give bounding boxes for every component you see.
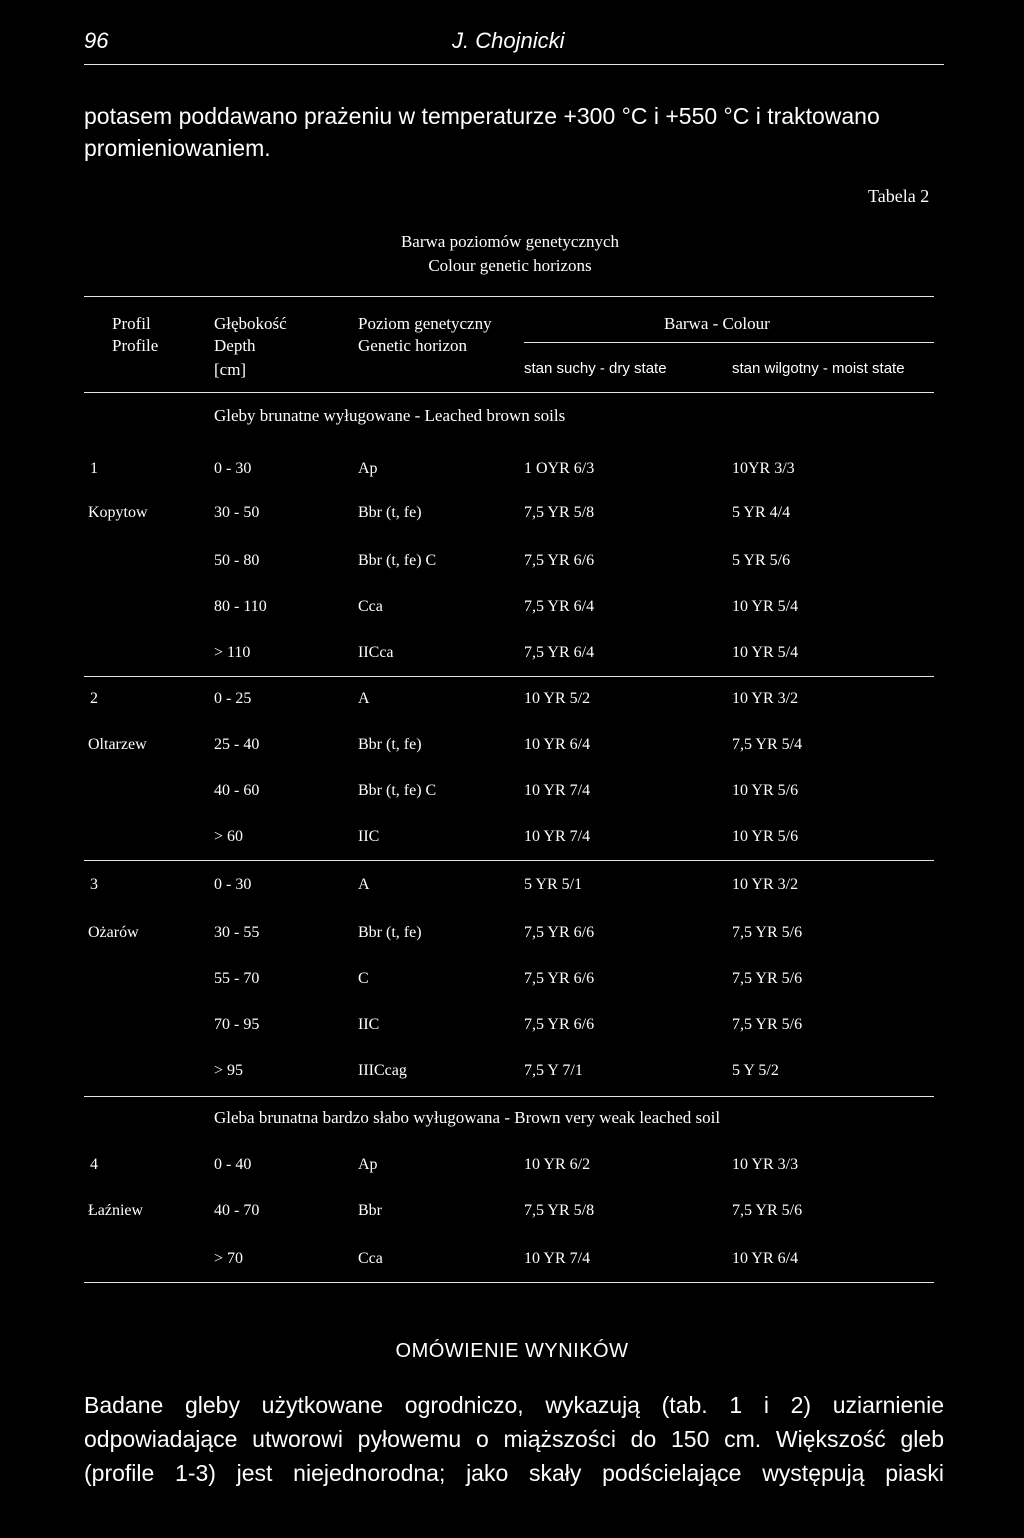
cell-depth: 40 - 60	[214, 782, 260, 799]
cell-depth: 0 - 25	[214, 690, 252, 707]
cell-moist: 5 YR 5/6	[732, 552, 791, 569]
colour-subheader-rule	[524, 342, 934, 343]
cell-depth: 40 - 70	[214, 1202, 260, 1219]
cell-moist: 7,5 YR 5/6	[732, 970, 803, 987]
cell-dry: 7,5 Y 7/1	[524, 1062, 583, 1079]
cell-moist: 7,5 YR 5/6	[732, 1016, 803, 1033]
cell-horizon: IIICcag	[358, 1062, 407, 1079]
cell-dry: 7,5 YR 6/6	[524, 1016, 595, 1033]
cell-depth: 0 - 30	[214, 460, 252, 477]
cell-depth: 25 - 40	[214, 736, 260, 753]
cell-horizon: Ap	[358, 460, 378, 477]
table-label: Tabela 2	[868, 186, 930, 206]
cell-dry: 7,5 YR 6/6	[524, 970, 595, 987]
cell-horizon: Bbr (t, fe) C	[358, 782, 437, 799]
cell-moist: 10 YR 5/4	[732, 598, 799, 615]
header-bottom-rule	[84, 392, 934, 393]
cell-dry: 7,5 YR 6/6	[524, 552, 595, 569]
cell-profile: Oltarzew	[88, 736, 147, 753]
header-dry-state: stan suchy - dry state	[524, 360, 667, 377]
header-depth-pl: Głębokość	[214, 314, 287, 333]
table-top-rule	[84, 296, 934, 297]
cell-depth: > 95	[214, 1062, 244, 1079]
profile-divider	[84, 676, 934, 677]
profile-divider	[84, 1096, 934, 1097]
table-bottom-rule	[84, 1282, 934, 1283]
cell-dry: 5 YR 5/1	[524, 876, 583, 893]
cell-dry: 7,5 YR 6/4	[524, 644, 595, 661]
cell-dry: 7,5 YR 6/6	[524, 924, 595, 941]
cell-horizon: IICca	[358, 644, 394, 661]
cell-horizon: Cca	[358, 598, 383, 615]
cell-dry: 1 OYR 6/3	[524, 460, 595, 477]
cell-dry: 10 YR 6/2	[524, 1156, 591, 1173]
cell-dry: 10 YR 7/4	[524, 828, 591, 845]
table-caption-en: Colour genetic horizons	[428, 256, 592, 275]
cell-profile: Ożarów	[88, 924, 139, 941]
header-profile-en: Profile	[112, 336, 159, 355]
cell-horizon: Bbr (t, fe)	[358, 504, 422, 521]
cell-moist: 10 YR 3/2	[732, 690, 799, 707]
cell-dry: 10 YR 7/4	[524, 1250, 591, 1267]
results-line: odpowiadające utworowi pyłowemu o miąższości do 150 cm. Większość gleb	[84, 1426, 944, 1452]
cell-moist: 7,5 YR 5/4	[732, 736, 803, 753]
cell-dry: 10 YR 7/4	[524, 782, 591, 799]
cell-depth: 0 - 30	[214, 876, 252, 893]
cell-dry: 10 YR 6/4	[524, 736, 591, 753]
cell-horizon: A	[358, 690, 370, 707]
cell-horizon: Bbr (t, fe)	[358, 924, 422, 941]
cell-horizon: IIC	[358, 828, 380, 845]
header-rule	[84, 64, 944, 65]
cell-horizon: Bbr (t, fe)	[358, 736, 422, 753]
cell-moist: 10 YR 3/3	[732, 1156, 799, 1173]
cell-horizon: Bbr (t, fe) C	[358, 552, 437, 569]
section-title-leached: Gleby brunatne wyługowane - Leached brown soils	[214, 406, 566, 425]
cell-moist: 10 YR 5/6	[732, 828, 799, 845]
table-caption-pl: Barwa poziomów genetycznych	[400, 232, 620, 251]
cell-dry: 7,5 YR 6/4	[524, 598, 595, 615]
cell-moist: 10YR 3/3	[732, 460, 795, 477]
cell-depth: 55 - 70	[214, 970, 260, 987]
cell-moist: 5 YR 4/4	[732, 504, 791, 521]
cell-horizon: Cca	[358, 1250, 383, 1267]
cell-depth: > 60	[214, 828, 244, 845]
cell-depth: 30 - 55	[214, 924, 260, 941]
cell-depth: > 70	[214, 1250, 244, 1267]
cell-moist: 10 YR 5/6	[732, 782, 799, 799]
cell-profile: 3	[90, 876, 98, 893]
cell-horizon: Ap	[358, 1156, 378, 1173]
cell-depth: 70 - 95	[214, 1016, 260, 1033]
cell-profile: 2	[90, 690, 98, 707]
cell-dry: 7,5 YR 5/8	[524, 1202, 595, 1219]
cell-moist: 10 YR 5/4	[732, 644, 799, 661]
cell-horizon: Bbr	[358, 1202, 382, 1219]
running-author: J. Chojnicki	[452, 28, 565, 53]
results-line: Badane gleby użytkowane ogrodniczo, wykazują (tab. 1 i 2) uziarnienie	[84, 1392, 944, 1418]
section-title-weak-leached: Gleba brunatna bardzo słabo wyługowana - Brown very weak leached soil	[214, 1108, 721, 1127]
cell-depth: 80 - 110	[214, 598, 267, 615]
cell-depth: 0 - 40	[214, 1156, 252, 1173]
header-moist-state: stan wilgotny - moist state	[732, 360, 905, 377]
page-number: 96	[84, 28, 109, 53]
cell-dry: 7,5 YR 5/8	[524, 504, 595, 521]
cell-moist: 5 Y 5/2	[732, 1062, 779, 1079]
header-horizon-pl: Poziom genetyczny	[358, 314, 492, 333]
cell-horizon: A	[358, 876, 370, 893]
cell-horizon: C	[358, 970, 369, 987]
profile-divider	[84, 860, 934, 861]
cell-horizon: IIC	[358, 1016, 380, 1033]
cell-profile: Kopytow	[88, 504, 148, 521]
intro-paragraph: potasem poddawano prażeniu w temperaturze +300 °C i +550 °C i traktowano promieniowaniem.	[84, 103, 880, 161]
cell-profile: 1	[90, 460, 98, 477]
header-horizon-en: Genetic horizon	[358, 336, 468, 355]
cell-profile: Łaźniew	[88, 1202, 144, 1219]
cell-depth: > 110	[214, 644, 251, 661]
results-paragraph	[84, 1388, 944, 1490]
section-heading-results: OMÓWIENIE WYNIKÓW	[395, 1340, 629, 1362]
cell-moist: 7,5 YR 5/6	[732, 1202, 803, 1219]
header-profile-pl: Profil	[112, 314, 151, 333]
cell-dry: 10 YR 5/2	[524, 690, 591, 707]
cell-profile: 4	[90, 1156, 98, 1173]
cell-depth: 50 - 80	[214, 552, 260, 569]
cell-depth: 30 - 50	[214, 504, 260, 521]
results-line: (profile 1-3) jest niejednorodna; jako skały podścielające występują piaski	[84, 1460, 944, 1486]
cell-moist: 7,5 YR 5/6	[732, 924, 803, 941]
cell-moist: 10 YR 6/4	[732, 1250, 799, 1267]
cell-moist: 10 YR 3/2	[732, 876, 799, 893]
header-depth-unit: [cm]	[214, 360, 247, 379]
header-depth-en: Depth	[214, 336, 256, 355]
header-colour: Barwa - Colour	[664, 314, 770, 333]
